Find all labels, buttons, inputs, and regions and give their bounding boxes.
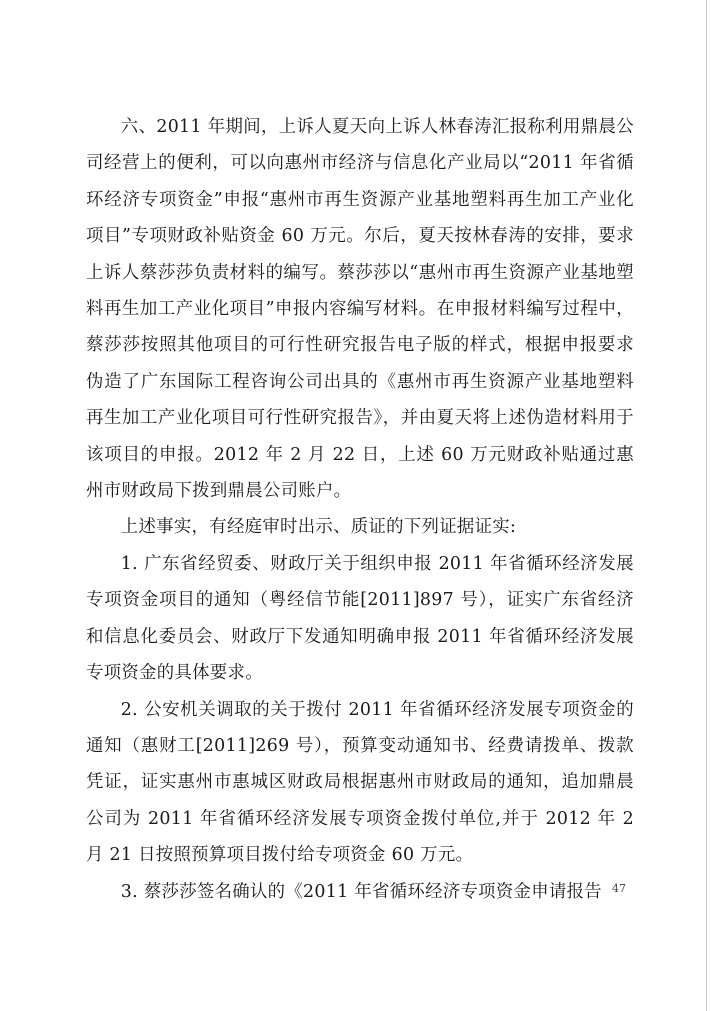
paragraph-evidence-2: 2. 公安机关调取的关于拨付 2011 年省循环经济发展专项资金的通知（惠财工[2011]269 号），预算变动通知书、经费请拨单、拨款凭证，证实惠州市惠城区财政局根据惠州市财政局的通知，追加鼎晨公司为 2011 年省循环经济发展专项资金拨付单位,并于 2012 年 2 月 21 日按照预算项目拨付给专项资金 60 万元。 xyxy=(86,699,634,866)
scan-edge-line xyxy=(706,0,707,1011)
paragraph-facts-six: 六、2011 年期间，上诉人夏天向上诉人林春涛汇报称利用鼎晨公司经营上的便利，可以向惠州市经济与信息化产业局以“2011 年省循环经济专项资金”申报“惠州市再生资源产业基地塑料再生加工产业化项目”专项财政补贴资金 60 万元。尔后，夏天按林春涛的安排，要求上诉人蔡莎莎负责材料的编写。蔡莎莎以“惠州市再生资源产业基地塑料再生加工产业化项目”申报内容编写材料。在申报材料编写过程中，蔡莎莎按照其他项目的可行性研究报告电子版的样式，根据申报要求伪造了广东国际工程咨询公司出具的《惠州市再生资源产业基地塑料再生加工产业化项目可行性研究报告》，并由夏天将上述伪造材料用于该项目的申报。2012 年 2 月 22 日，上述 60 万元财政补贴通过惠州市财政局下拨到鼎晨公司账户。 xyxy=(86,117,634,502)
paragraph-evidence-intro: 上述事实，有经庭审时出示、质证的下列证据证实: xyxy=(120,517,517,538)
paragraph-evidence-3: 3. 蔡莎莎签名确认的《2011 年省循环经济专项资金申请报告 xyxy=(120,881,602,902)
page-number: 47 xyxy=(612,882,626,895)
paragraph-evidence-1: 1. 广东省经贸委、财政厅关于组织申报 2011 年省循环经济发展专项资金项目的通知（粤经信节能[2011]897 号），证实广东省经济和信息化委员会、财政厅下发通知明确申报 2011 年省循环经济发展专项资金的具体要求。 xyxy=(86,553,634,684)
document-body xyxy=(86,109,634,910)
